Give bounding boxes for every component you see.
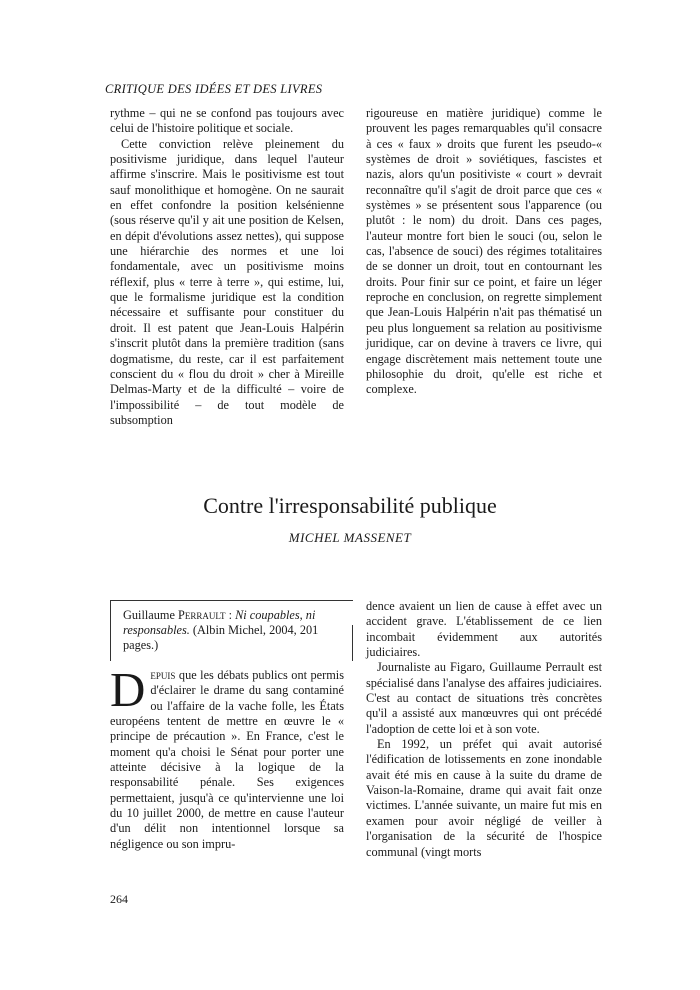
article-left-column <box>110 662 344 852</box>
paragraph: Cette conviction relève pleinement du positivisme juridique, dans lequel l'auteur affirme s'inscrire. Mais le positivisme est tout sauf monolithique et homogène. On ne saurait en effet confondre la position kelsénienne (sous réserve qu'il y ait une position de Kelsen, en dépit d'évolutions assez nettes), qui suppose une hiérarchie des normes et une loi fondamentale, avec un positivisme moins réflexif, plus « terre à terre », qui estime, lui, que le formalisme juridique est la condition nécessaire et suffisante pour constituer du droit. Il est patent que Jean-Louis Halpérin s'inscrit plutôt dans la première tradition (sans dogmatisme, du reste, car il est parfaitement conscient du « flou du droit » cher à Mireille Delmas-Marty et de la difficulté – voire de l'impossibilité – de tout modèle de subsomption <box>110 136 344 427</box>
article-title: Contre l'irresponsabilité publique <box>203 492 497 518</box>
book-author-last: Perrault <box>178 608 226 622</box>
paragraph: Journaliste au Figaro, Guillaume Perrault est spécialisé dans l'analyse des affaires judiciaires. C'est au contact de situations très concrètes qu'il a assisté aux manœuvres qui ont précédé l'adoption de cette loi et à son vote. <box>366 660 602 736</box>
paragraph-text: que les débats publics ont permis d'éclairer le drame du sang contaminé ou l'affaire de la vache folle, les États européens tentent de mettre en œuvre le « principe de précaution ». En France, c'est le moment qu'a choisi le Sénat pour porter une atteinte décisive à la logique de la responsabilité pénale. Ses exigences permettaient, jusqu'à ce qu'intervienne une loi du 10 juillet 2000, de mettre en cause l'auteur d'un délit non intentionnel lorsque sa négligence ou son impru- <box>110 668 344 851</box>
first-word-rest: epuis <box>150 668 176 682</box>
book-ref-separator: : <box>225 608 236 622</box>
dropcap: D <box>110 662 146 717</box>
book-title: Ni coupables, ni responsables. <box>123 608 316 637</box>
article-author: MICHEL MASSENET <box>288 530 412 545</box>
book-reference-box <box>110 600 353 661</box>
paragraph: rythme – qui ne se confond pas toujours avec celui de l'histoire politique et sociale. <box>110 106 344 136</box>
page-number: 264 <box>110 892 128 906</box>
previous-review-left-column <box>110 106 344 428</box>
paragraph: En 1992, un préfet qui avait autorisé l'édification de lotissements en zone inondable avait été mis en cause à la suite du drame de Vaison-la-Romaine, drame qui avait fait onze victimes. L'année suivante, un maire fut mis en examen pour avoir négligé de veiller à l'organisation de la sécurité de l'hospice communal (vingt morts <box>366 737 602 859</box>
book-author-first: Guillaume <box>123 608 175 622</box>
running-head: CRITIQUE DES IDÉES ET DES LIVRES <box>105 82 323 96</box>
paragraph: rigoureuse en matière juridique) comme le prouvent les pages remarquables qu'il consacre à ces « faux » droits que furent les pseudo-« systèmes de droit » soviétiques, fascistes et nazis, alors qu'un positiviste « court » devrait reconnaître qu'il s'agit de droit parce que ces « systèmes » se présentent sous l'apparence (ou plutôt : le nom) du droit. Dans ces pages, l'auteur montre fort bien le souci (ou, selon le cas, l'absence de souci) des régimes totalitaires de se donner un droit, tout en contournant les droits. Pour finir sur ce point, et faire un léger reproche en conclusion, on regrette simplement que Jean-Louis Halpérin n'ait pas thématisé un peu plus longuement sa relation au positivisme juridique, car on devine à travers ce livre, qui engage discrètement mais nettement toute une philosophie du droit, qu'elle est riche et complexe. <box>366 106 602 397</box>
paragraph <box>110 662 344 852</box>
box-border-right <box>352 625 353 661</box>
book-publisher: (Albin Michel, 2004, 201 pages.) <box>123 623 319 652</box>
previous-review-right-column <box>366 106 602 398</box>
paragraph: dence avaient un lien de cause à effet avec un accident grave. L'établissement de ce lien incombait évidemment aux autorités judiciaires. <box>366 599 602 660</box>
article-right-column <box>366 599 602 860</box>
